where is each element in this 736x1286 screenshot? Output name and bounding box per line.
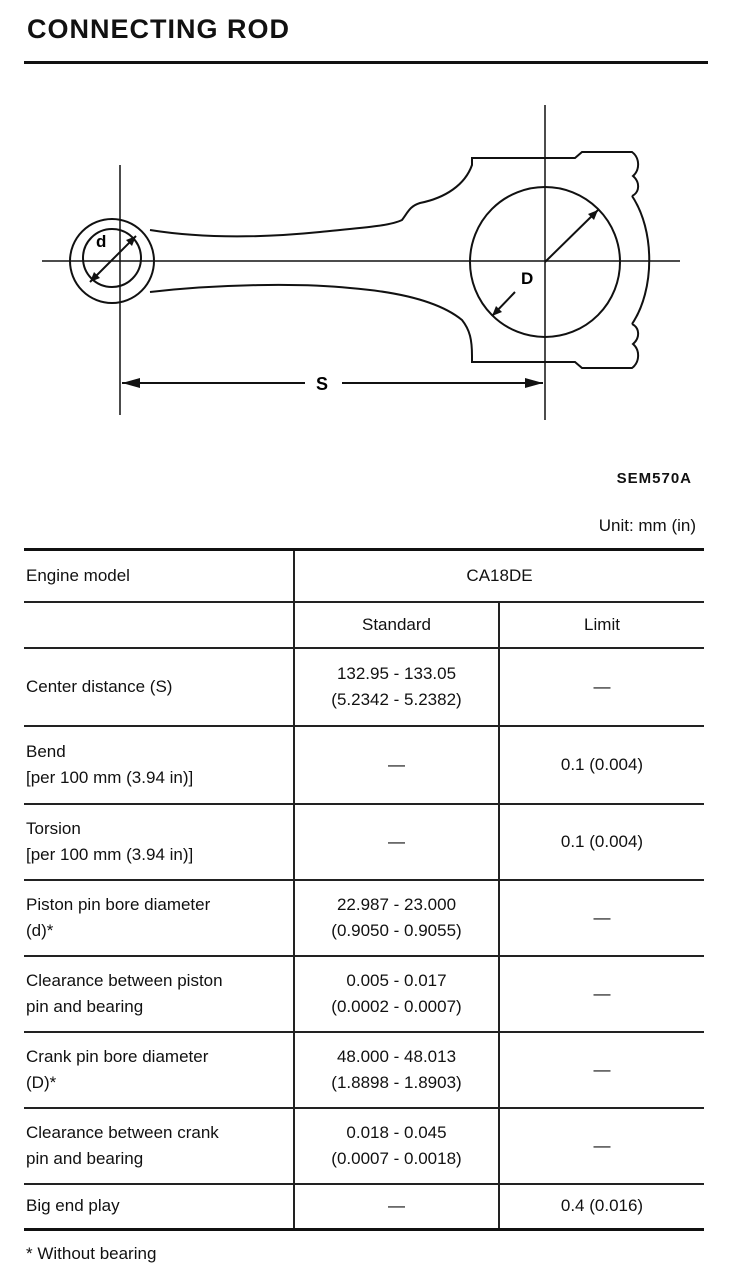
column-limit: Limit [499, 602, 704, 648]
row-limit: — [499, 1108, 704, 1184]
unit-label: Unit: mm (in) [598, 516, 696, 535]
engine-model-label: Engine model [24, 550, 294, 602]
table-subheader-row [24, 602, 704, 648]
row-limit: 0.1 (0.004) [499, 804, 704, 880]
table-row [24, 1108, 704, 1184]
page-title: CONNECTING ROD [27, 14, 290, 44]
table-row [24, 726, 704, 804]
row-limit: 0.4 (0.016) [499, 1184, 704, 1230]
row-item: Big end play [24, 1184, 294, 1230]
row-limit: 0.1 (0.004) [499, 726, 704, 804]
column-standard: Standard [294, 602, 499, 648]
rod-bottom-edge [150, 285, 638, 368]
table-row [24, 1184, 704, 1230]
big-end-outer [632, 196, 649, 324]
big-bore-dimension-line-upper [545, 210, 598, 262]
row-standard: 48.000 - 48.013 (1.8898 - 1.8903) [294, 1032, 499, 1108]
row-item: Center distance (S) [24, 648, 294, 726]
row-item: Crank pin bore diameter (D)* [24, 1032, 294, 1108]
small-bore-label: d [96, 232, 107, 251]
title-rule [24, 61, 708, 64]
big-bore-label: D [521, 269, 534, 288]
table-row [24, 956, 704, 1032]
table-row [24, 648, 704, 726]
row-item: Bend [per 100 mm (3.94 in)] [24, 726, 294, 804]
row-limit: — [499, 880, 704, 956]
center-distance-arrowhead-right [525, 378, 543, 388]
table-row [24, 804, 704, 880]
table-row [24, 1032, 704, 1108]
row-standard: — [294, 804, 499, 880]
connecting-rod-diagram [0, 90, 736, 430]
row-item: Piston pin bore diameter (d)* [24, 880, 294, 956]
figure-code: SEM570A [616, 470, 692, 487]
center-distance-arrowhead-left [122, 378, 140, 388]
subheader-blank [24, 602, 294, 648]
row-item: Clearance between piston pin and bearing [24, 956, 294, 1032]
table-header-row [24, 550, 704, 602]
footnote: * Without bearing [26, 1244, 157, 1263]
engine-model-value: CA18DE [294, 550, 704, 602]
row-standard: 22.987 - 23.000 (0.9050 - 0.9055) [294, 880, 499, 956]
center-distance-label: S [316, 374, 329, 394]
row-standard: — [294, 726, 499, 804]
row-standard: — [294, 1184, 499, 1230]
rod-top-edge [150, 152, 638, 236]
row-limit: — [499, 648, 704, 726]
row-item: Clearance between crank pin and bearing [24, 1108, 294, 1184]
row-standard: 0.005 - 0.017 (0.0002 - 0.0007) [294, 956, 499, 1032]
row-limit: — [499, 956, 704, 1032]
spec-table [24, 548, 704, 1231]
table-row [24, 880, 704, 956]
row-limit: — [499, 1032, 704, 1108]
row-standard: 132.95 - 133.05 (5.2342 - 5.2382) [294, 648, 499, 726]
row-standard: 0.018 - 0.045 (0.0007 - 0.0018) [294, 1108, 499, 1184]
row-item: Torsion [per 100 mm (3.94 in)] [24, 804, 294, 880]
